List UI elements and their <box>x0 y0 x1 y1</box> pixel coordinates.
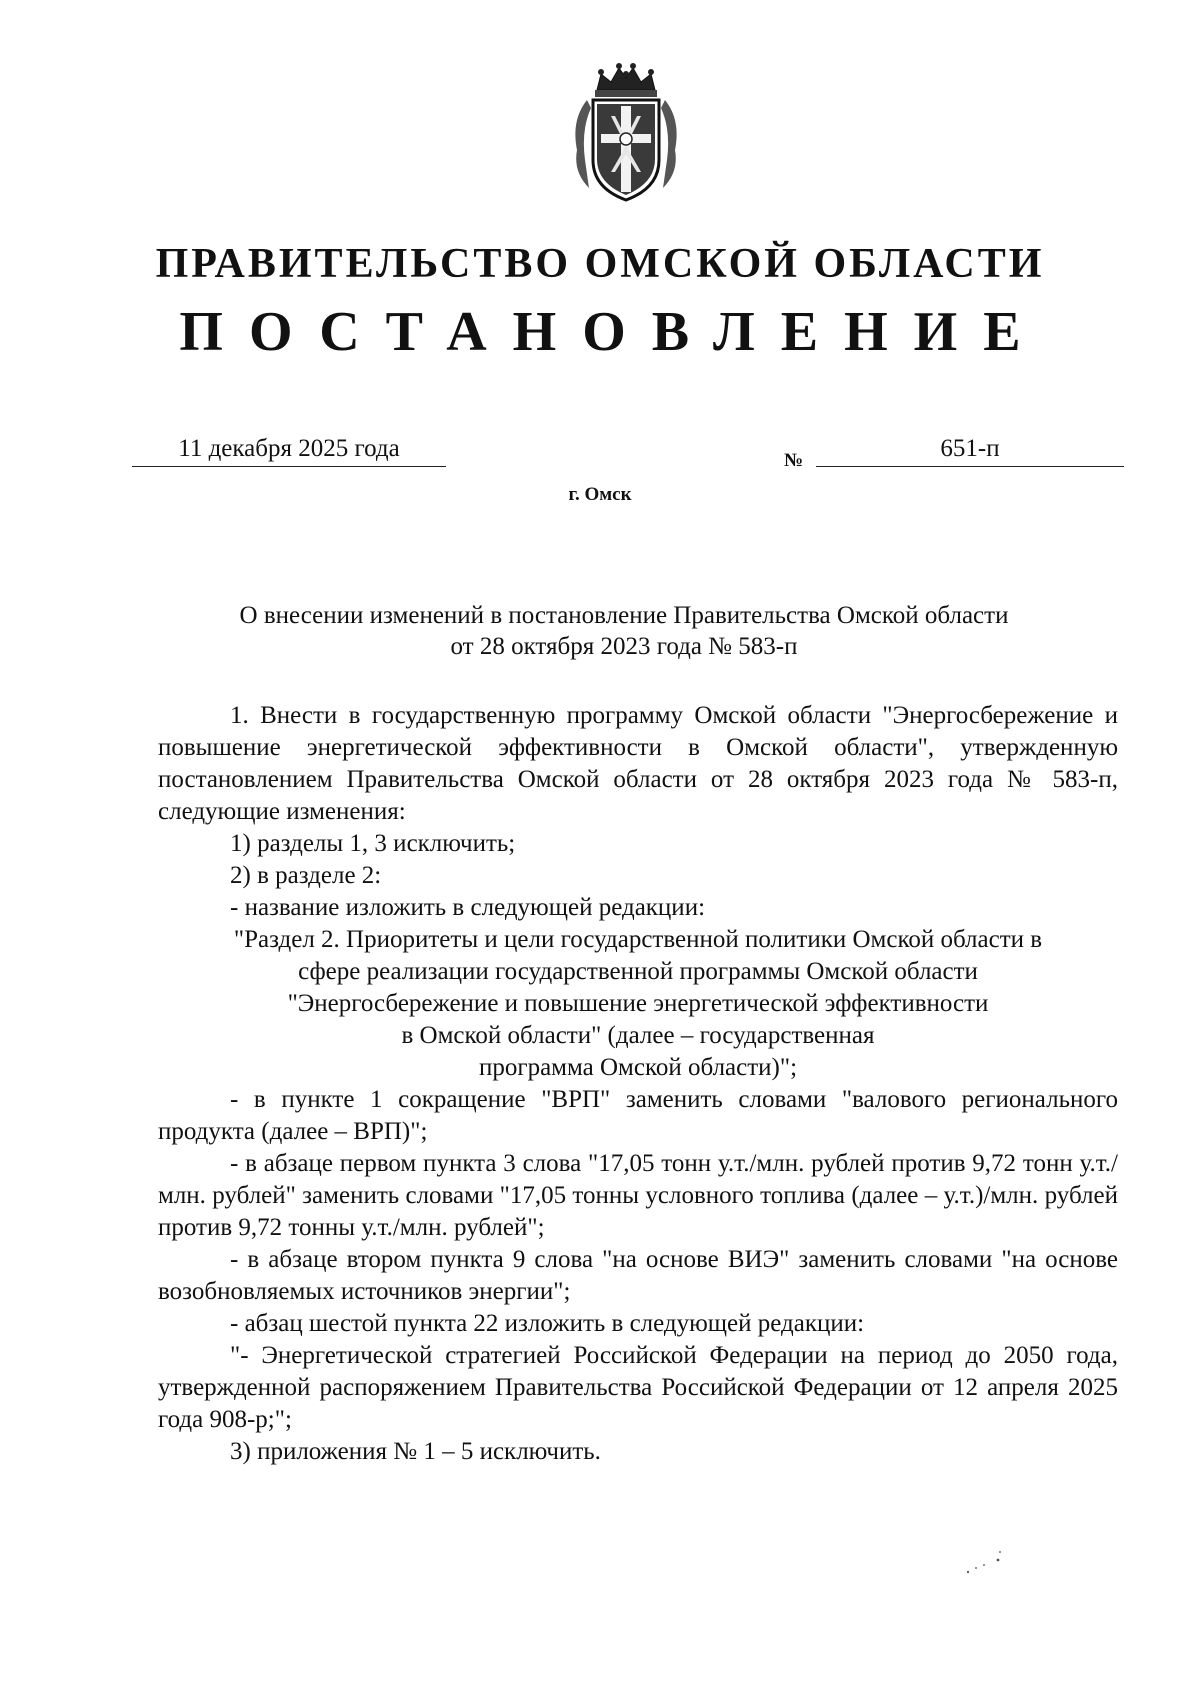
subject-line: от 28 октября 2023 года № 583-п <box>450 633 798 660</box>
organization-title: ПРАВИТЕЛЬСТВО ОМСКОЙ ОБЛАСТИ <box>155 241 1045 287</box>
city-label: г. Омск <box>568 484 632 505</box>
quoted-title-line: "Раздел 2. Приоритеты и цели государственной политики Омской области в <box>233 926 1043 953</box>
body-paragraph: 1) разделы 1, 3 исключить; <box>230 830 516 857</box>
document-date: 11 декабря 2025 года <box>132 434 446 467</box>
document-type-title: ПОСТАНОВЛЕНИЕ <box>179 301 1047 363</box>
body-paragraph: - в пункте 1 сокращение "ВРП" заменить словами "валового регионального продукта (далее – ВРП)"; <box>158 1086 1118 1145</box>
body-paragraph: - в абзаце втором пункта 9 слова "на основе ВИЭ" заменить словами "на основе возобновляемых источников энергии"; <box>158 1246 1118 1305</box>
body-paragraph: 2) в разделе 2: <box>230 862 382 889</box>
body-paragraph: 1. Внести в государственную программу Омской области "Энергосбережение и повышение энергетической эффективности в Омской области", утвержденную постановлением Правительства Омской области от 28 октября 2023 года № 583-п, следующие изменения: <box>158 702 1118 825</box>
body-paragraph: - название изложить в следующей редакции: <box>230 894 706 921</box>
body-paragraph: - абзац шестой пункта 22 изложить в следующей редакции: <box>230 1310 865 1337</box>
omsk-oblast-coat-of-arms-icon <box>567 60 685 204</box>
quoted-title-line: сфере реализации государственной программы Омской области <box>298 958 978 985</box>
body-paragraph: - в абзаце первом пункта 3 слова "17,05 тонн у.т./млн. рублей против 9,72 тонн у.т./млн. рублей" заменить словами "17,05 тонны условного топлива (далее – у.т.)/млн. рублей против 9,72 тонны у.т./млн. рублей"; <box>158 1150 1118 1241</box>
body-paragraph: "- Энергетической стратегией Российской Федерации на период до 2050 года, утвержденной распоряжением Правительства Российской Федерации от 12 апреля 2025 года 908-р;"; <box>158 1342 1118 1433</box>
quoted-title-line: "Энергосбережение и повышение энергетической эффективности <box>287 990 989 1017</box>
quoted-title-line: в Омской области" (далее – государственная <box>401 1022 875 1049</box>
document-body <box>158 700 1118 1468</box>
scan-speck-mark <box>960 1550 1010 1580</box>
document-number: 651-п <box>816 434 1124 467</box>
body-paragraph: 3) приложения № 1 – 5 исключить. <box>230 1438 601 1465</box>
subject-line: О внесении изменений в постановление Правительства Омской области <box>239 602 1009 629</box>
quoted-title-line: программа Омской области)"; <box>478 1054 798 1081</box>
document-subject <box>150 600 1098 662</box>
number-label: № <box>784 450 804 471</box>
